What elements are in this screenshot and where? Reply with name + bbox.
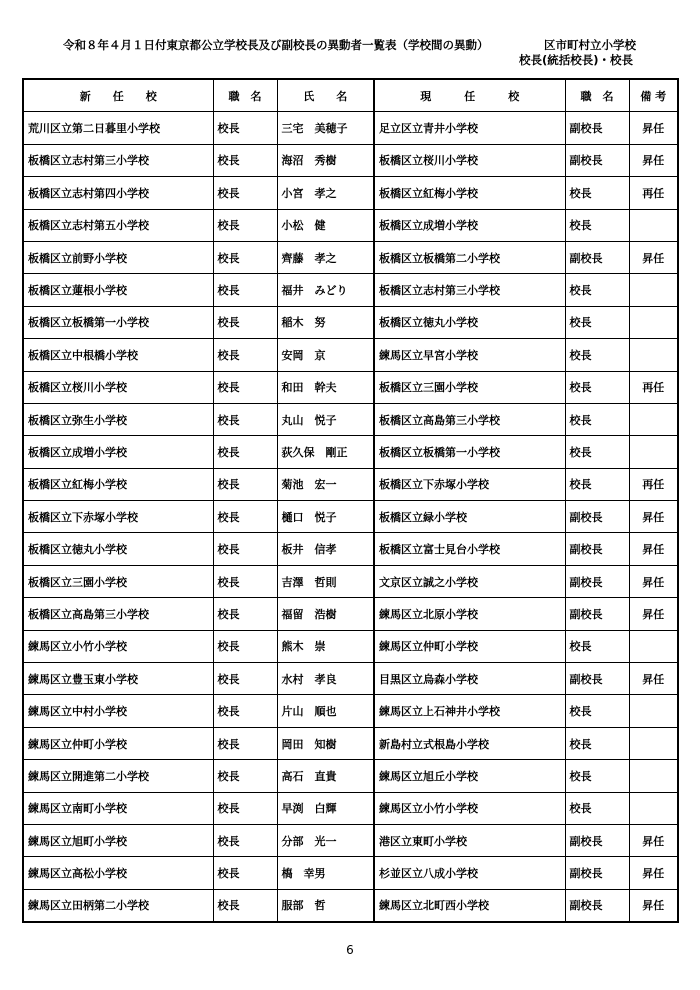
transfer-table [22, 78, 679, 923]
name-cell: 齊藤 孝之 [277, 241, 374, 273]
name-cell: 熊木 崇 [277, 630, 374, 662]
table-row [23, 306, 678, 338]
new-position-cell: 校長 [213, 792, 277, 824]
header-current-school: 現 任 校 [374, 79, 565, 112]
current-position-cell: 校長 [565, 403, 629, 435]
new-position-cell: 校長 [213, 533, 277, 565]
header-remarks: 備 考 [629, 79, 678, 112]
new-school-cell: 練馬区立小竹小学校 [23, 630, 213, 662]
current-school-cell: 練馬区立早宮小学校 [374, 339, 565, 371]
current-school-cell: 板橋区立桜川小学校 [374, 144, 565, 176]
new-position-cell: 校長 [213, 889, 277, 922]
current-position-cell: 副校長 [565, 241, 629, 273]
current-school-cell: 練馬区立上石神井小学校 [374, 695, 565, 727]
name-cell: 板井 信孝 [277, 533, 374, 565]
new-school-cell: 練馬区立田柄第二小学校 [23, 889, 213, 922]
name-cell: 安岡 京 [277, 339, 374, 371]
table-row [23, 695, 678, 727]
new-position-cell: 校長 [213, 112, 277, 144]
new-school-cell: 板橋区立志村第三小学校 [23, 144, 213, 176]
new-position-cell: 校長 [213, 501, 277, 533]
new-position-cell: 校長 [213, 144, 277, 176]
new-position-cell: 校長 [213, 598, 277, 630]
remarks-cell [629, 306, 678, 338]
name-cell: 稲木 努 [277, 306, 374, 338]
remarks-cell: 昇任 [629, 598, 678, 630]
name-cell: 丸山 悦子 [277, 403, 374, 435]
document-title: 令和８年４月１日付東京都公立学校長及び副校長の異動者一覧表（学校間の異動） [63, 38, 489, 52]
table-row [23, 144, 678, 176]
name-cell: 岡田 知樹 [277, 727, 374, 759]
remarks-cell [629, 274, 678, 306]
name-cell: 早渕 白輝 [277, 792, 374, 824]
current-school-cell: 板橋区立徳丸小学校 [374, 306, 565, 338]
new-school-cell: 練馬区立開進第二小学校 [23, 760, 213, 792]
new-position-cell: 校長 [213, 241, 277, 273]
table-row [23, 565, 678, 597]
table-body [23, 112, 678, 922]
current-position-cell: 校長 [565, 209, 629, 241]
current-school-cell: 板橋区立志村第三小学校 [374, 274, 565, 306]
remarks-cell [629, 630, 678, 662]
current-position-cell: 校長 [565, 760, 629, 792]
current-position-cell: 校長 [565, 339, 629, 371]
new-school-cell: 練馬区立旭町小学校 [23, 824, 213, 856]
table-row [23, 533, 678, 565]
current-school-cell: 練馬区立北町西小学校 [374, 889, 565, 922]
document-subtitle-school-type: 区市町村立小学校 [544, 38, 636, 52]
current-school-cell: 目黒区立烏森小学校 [374, 663, 565, 695]
new-position-cell: 校長 [213, 209, 277, 241]
name-cell: 小松 健 [277, 209, 374, 241]
remarks-cell: 昇任 [629, 533, 678, 565]
remarks-cell [629, 436, 678, 468]
new-position-cell: 校長 [213, 857, 277, 889]
current-school-cell: 板橋区立下赤塚小学校 [374, 468, 565, 500]
new-school-cell: 練馬区立南町小学校 [23, 792, 213, 824]
name-cell: 樋口 悦子 [277, 501, 374, 533]
new-school-cell: 板橋区立高島第三小学校 [23, 598, 213, 630]
current-position-cell: 校長 [565, 727, 629, 759]
current-school-cell: 板橋区立富士見台小学校 [374, 533, 565, 565]
new-position-cell: 校長 [213, 177, 277, 209]
remarks-cell: 昇任 [629, 501, 678, 533]
current-school-cell: 板橋区立板橋第一小学校 [374, 436, 565, 468]
name-cell: 海沼 秀樹 [277, 144, 374, 176]
name-cell: 分部 光一 [277, 824, 374, 856]
header-new-school: 新 任 校 [23, 79, 213, 112]
new-school-cell: 板橋区立桜川小学校 [23, 371, 213, 403]
name-cell: 和田 幹夫 [277, 371, 374, 403]
current-school-cell: 板橋区立三園小学校 [374, 371, 565, 403]
header-new-position: 職 名 [213, 79, 277, 112]
current-position-cell: 副校長 [565, 824, 629, 856]
new-school-cell: 板橋区立志村第五小学校 [23, 209, 213, 241]
current-position-cell: 副校長 [565, 565, 629, 597]
current-position-cell: 副校長 [565, 889, 629, 922]
table-row [23, 727, 678, 759]
new-position-cell: 校長 [213, 760, 277, 792]
name-cell: 片山 順也 [277, 695, 374, 727]
remarks-cell [629, 695, 678, 727]
current-school-cell: 足立区立青井小学校 [374, 112, 565, 144]
current-position-cell: 校長 [565, 306, 629, 338]
current-school-cell: 練馬区立旭丘小学校 [374, 760, 565, 792]
name-cell: 水村 孝良 [277, 663, 374, 695]
new-school-cell: 板橋区立成増小学校 [23, 436, 213, 468]
current-position-cell: 校長 [565, 695, 629, 727]
new-position-cell: 校長 [213, 695, 277, 727]
current-school-cell: 板橋区立紅梅小学校 [374, 177, 565, 209]
new-position-cell: 校長 [213, 727, 277, 759]
remarks-cell [629, 760, 678, 792]
remarks-cell: 昇任 [629, 241, 678, 273]
remarks-cell [629, 209, 678, 241]
table-row [23, 403, 678, 435]
table-row [23, 177, 678, 209]
current-position-cell: 校長 [565, 371, 629, 403]
table-row [23, 889, 678, 922]
remarks-cell: 昇任 [629, 663, 678, 695]
name-cell: 槗 幸男 [277, 857, 374, 889]
remarks-cell [629, 727, 678, 759]
new-position-cell: 校長 [213, 824, 277, 856]
new-school-cell: 板橋区立下赤塚小学校 [23, 501, 213, 533]
table-row [23, 436, 678, 468]
name-cell: 菊池 宏一 [277, 468, 374, 500]
remarks-cell [629, 403, 678, 435]
new-position-cell: 校長 [213, 339, 277, 371]
new-school-cell: 板橋区立紅梅小学校 [23, 468, 213, 500]
current-position-cell: 副校長 [565, 663, 629, 695]
current-position-cell: 校長 [565, 468, 629, 500]
new-school-cell: 板橋区立板橋第一小学校 [23, 306, 213, 338]
table-row [23, 663, 678, 695]
name-cell: 福留 浩樹 [277, 598, 374, 630]
table-row [23, 241, 678, 273]
name-cell: 三宅 美穂子 [277, 112, 374, 144]
new-school-cell: 板橋区立三園小学校 [23, 565, 213, 597]
table-row [23, 339, 678, 371]
new-position-cell: 校長 [213, 468, 277, 500]
new-school-cell: 板橋区立中根橋小学校 [23, 339, 213, 371]
current-position-cell: 副校長 [565, 598, 629, 630]
remarks-cell: 昇任 [629, 889, 678, 922]
current-position-cell: 副校長 [565, 501, 629, 533]
new-school-cell: 練馬区立中村小学校 [23, 695, 213, 727]
new-position-cell: 校長 [213, 274, 277, 306]
current-school-cell: 練馬区立仲町小学校 [374, 630, 565, 662]
new-school-cell: 板橋区立徳丸小学校 [23, 533, 213, 565]
new-school-cell: 荒川区立第二日暮里小学校 [23, 112, 213, 144]
current-school-cell: 板橋区立緑小学校 [374, 501, 565, 533]
new-position-cell: 校長 [213, 306, 277, 338]
current-position-cell: 校長 [565, 630, 629, 662]
name-cell: 高石 直貴 [277, 760, 374, 792]
table-row [23, 857, 678, 889]
current-school-cell: 練馬区立北原小学校 [374, 598, 565, 630]
current-school-cell: 板橋区立成増小学校 [374, 209, 565, 241]
current-position-cell: 副校長 [565, 857, 629, 889]
current-position-cell: 校長 [565, 792, 629, 824]
new-school-cell: 練馬区立高松小学校 [23, 857, 213, 889]
current-position-cell: 校長 [565, 274, 629, 306]
remarks-cell: 再任 [629, 371, 678, 403]
new-school-cell: 板橋区立志村第四小学校 [23, 177, 213, 209]
new-school-cell: 練馬区立豊玉東小学校 [23, 663, 213, 695]
remarks-cell: 昇任 [629, 144, 678, 176]
name-cell: 荻久保 剛正 [277, 436, 374, 468]
current-school-cell: 杉並区立八成小学校 [374, 857, 565, 889]
table-row [23, 824, 678, 856]
current-position-cell: 副校長 [565, 144, 629, 176]
remarks-cell: 昇任 [629, 565, 678, 597]
new-school-cell: 板橋区立弥生小学校 [23, 403, 213, 435]
remarks-cell: 昇任 [629, 112, 678, 144]
table-row [23, 209, 678, 241]
current-position-cell: 校長 [565, 436, 629, 468]
name-cell: 服部 哲 [277, 889, 374, 922]
table-row [23, 760, 678, 792]
new-school-cell: 板橋区立蓮根小学校 [23, 274, 213, 306]
new-school-cell: 練馬区立仲町小学校 [23, 727, 213, 759]
new-position-cell: 校長 [213, 663, 277, 695]
current-position-cell: 副校長 [565, 112, 629, 144]
current-position-cell: 校長 [565, 177, 629, 209]
name-cell: 小宮 孝之 [277, 177, 374, 209]
header-current-position: 職 名 [565, 79, 629, 112]
name-cell: 吉澤 哲則 [277, 565, 374, 597]
current-school-cell: 港区立東町小学校 [374, 824, 565, 856]
page-number: 6 [346, 943, 354, 957]
remarks-cell [629, 339, 678, 371]
table-row [23, 598, 678, 630]
table-row [23, 792, 678, 824]
new-position-cell: 校長 [213, 630, 277, 662]
current-school-cell: 新島村立式根島小学校 [374, 727, 565, 759]
current-school-cell: 練馬区立小竹小学校 [374, 792, 565, 824]
current-school-cell: 板橋区立高島第三小学校 [374, 403, 565, 435]
table-row [23, 274, 678, 306]
remarks-cell: 再任 [629, 177, 678, 209]
new-position-cell: 校長 [213, 436, 277, 468]
current-school-cell: 文京区立誠之小学校 [374, 565, 565, 597]
new-position-cell: 校長 [213, 371, 277, 403]
new-position-cell: 校長 [213, 403, 277, 435]
table-row [23, 468, 678, 500]
remarks-cell: 昇任 [629, 857, 678, 889]
table-row [23, 630, 678, 662]
header-name: 氏 名 [277, 79, 374, 112]
remarks-cell [629, 792, 678, 824]
table-row [23, 501, 678, 533]
current-position-cell: 副校長 [565, 533, 629, 565]
name-cell: 福井 みどり [277, 274, 374, 306]
new-position-cell: 校長 [213, 565, 277, 597]
new-school-cell: 板橋区立前野小学校 [23, 241, 213, 273]
table-row [23, 112, 678, 144]
remarks-cell: 昇任 [629, 824, 678, 856]
current-school-cell: 板橋区立板橋第二小学校 [374, 241, 565, 273]
table-header-row [23, 79, 678, 112]
document-subtitle-position: 校長(統括校長)・校長 [519, 53, 634, 67]
table-row [23, 371, 678, 403]
remarks-cell: 再任 [629, 468, 678, 500]
